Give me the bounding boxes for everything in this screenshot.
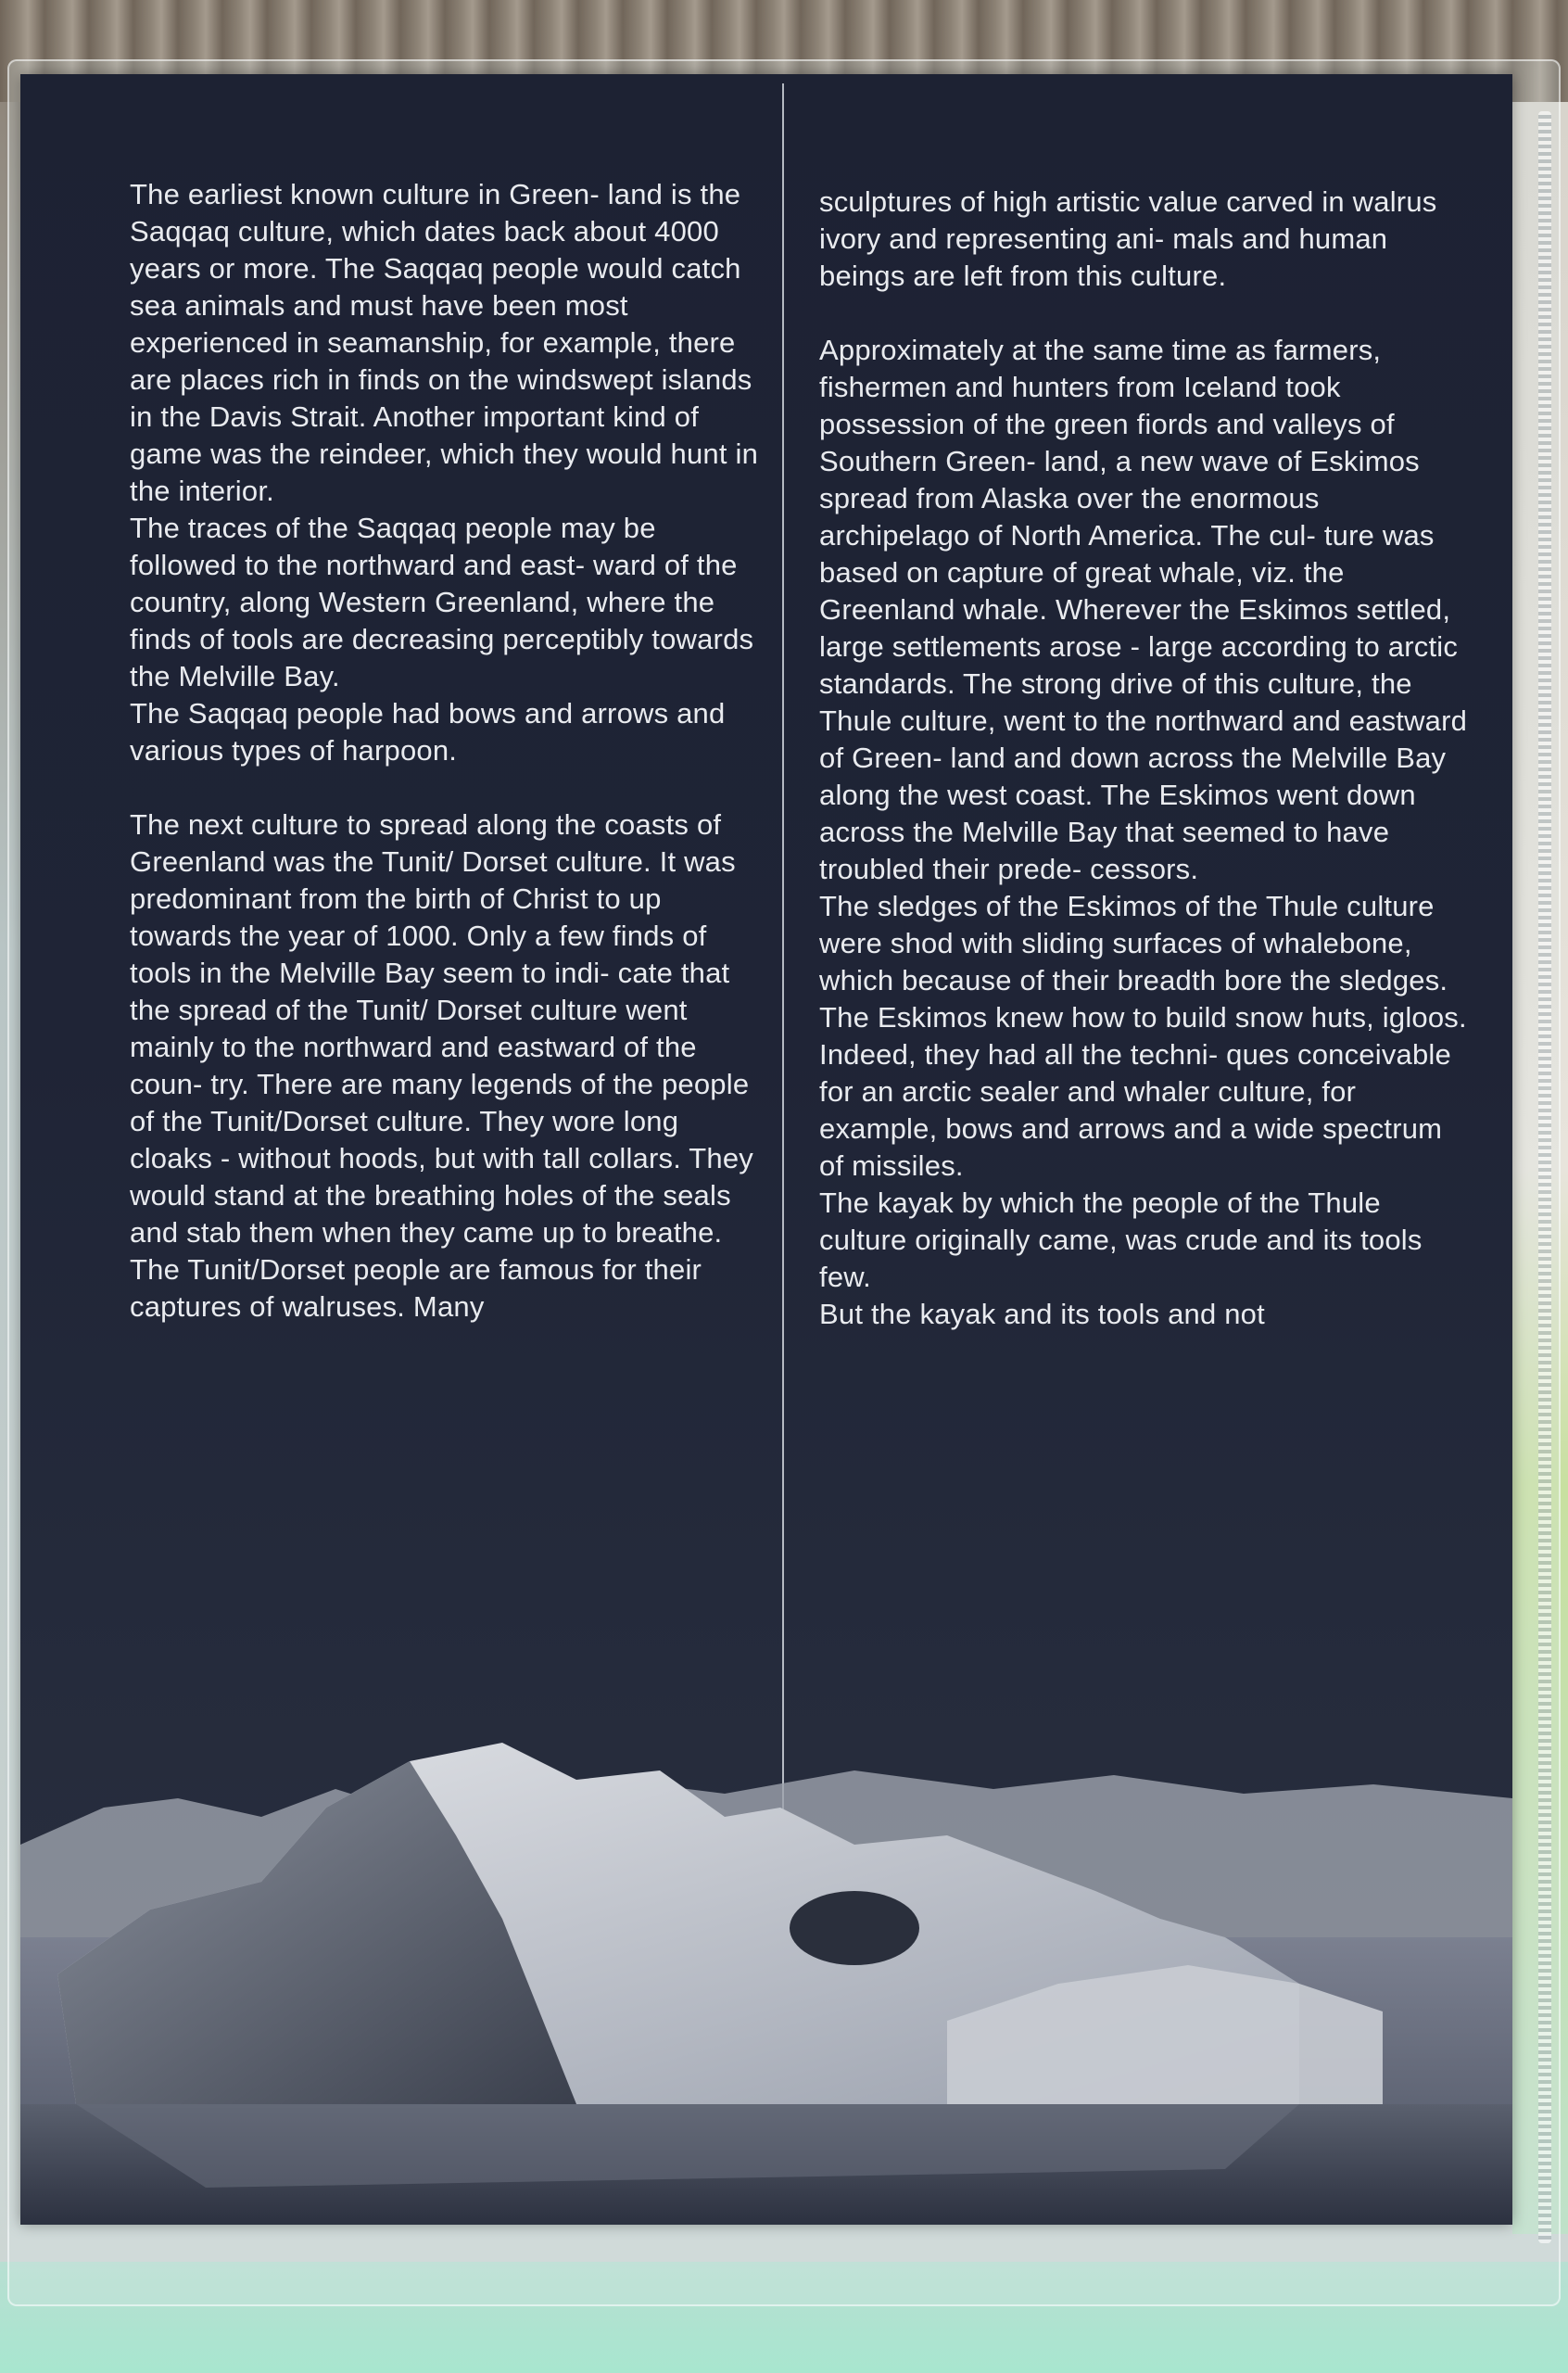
paragraph-saqqaq-traces: The traces of the Saqqaq people may be followed to the northward and east- ward of the country, along Western Greenland, where the finds of tools are decreasing perceptibly towards the Melville Bay. bbox=[130, 512, 754, 692]
iceberg-photo bbox=[20, 1706, 1512, 2225]
paragraph-sculptures: sculptures of high artistic value carved in walrus ivory and representing ani- mals and human beings are left from this culture. bbox=[819, 185, 1437, 292]
paragraph-thule-kayak: The kayak by which the people of the Thule culture originally came, was crude and its tools few. bbox=[819, 1186, 1423, 1293]
paragraph-saqqaq-tools: The Saqqaq people had bows and arrows and various types of harpoon. bbox=[130, 697, 726, 767]
paragraph-kayak-tools: But the kayak and its tools and not bbox=[819, 1298, 1265, 1330]
paragraph-tunit-dorset: The next culture to spread along the coasts of Greenland was the Tunit/ Dorset culture. It was predominant from the birth of Christ to up towards the year of 1000. Only a few finds of tools in the Melville Bay seem to indi- cate that the spread of the Tunit/ Dorset culture went mainly to the northward and eastward of the coun- try. There are many legends of the people of the Tunit/Dorset culture. They wore long cloaks - without hoods, but with tall collars. They would stand at the breathing holes of the seals and stab them when they came up to breathe. bbox=[130, 808, 753, 1249]
paragraph-thule-culture: Approximately at the same time as farmers, fishermen and hunters from Iceland took possession of the green fiords and valleys of Southern Green- land, a new wave of Eskimos spread from Alaska over the enormous archipelago of North America. The cul- ture was based on capture of great whale, viz. the Greenland whale. Wherever the Eskimos settled, large settlements arose - large according to arctic standards. The strong drive of this culture, the Thule culture, went to the northward and eastward of Green- land and down across the Melville Bay along the west coast. The Eskimos went down across the Melville Bay that seemed to have troubled their prede- cessors. bbox=[819, 334, 1468, 885]
sleeve-seam bbox=[1538, 111, 1551, 2243]
leaflet-page bbox=[20, 74, 1512, 2225]
left-text-column bbox=[130, 176, 769, 1326]
column-divider bbox=[782, 83, 784, 1845]
paragraph-thule-sledges: The sledges of the Eskimos of the Thule culture were shod with sliding surfaces of whalebone, which because of their breadth bore the sledges. The Eskimos knew how to build snow huts, igloos. Indeed, they had all the techni- ques conceivable for an arctic sealer and whaler culture, for example, bows and arrows and a wide spectrum of missiles. bbox=[819, 890, 1467, 1182]
paragraph-saqqaq-intro: The earliest known culture in Green- land is the Saqqaq culture, which dates back about 4000 years or more. The Saqqaq people would catch sea animals and must have been most experienced in seamanship, for example, there are places rich in finds on the windswept islands in the Davis Strait. Another important kind of game was the reindeer, which they would hunt in the interior. bbox=[130, 178, 759, 507]
right-text-column bbox=[819, 184, 1468, 1333]
paragraph-tunit-walruses: The Tunit/Dorset people are famous for their captures of walruses. Many bbox=[130, 1253, 702, 1323]
